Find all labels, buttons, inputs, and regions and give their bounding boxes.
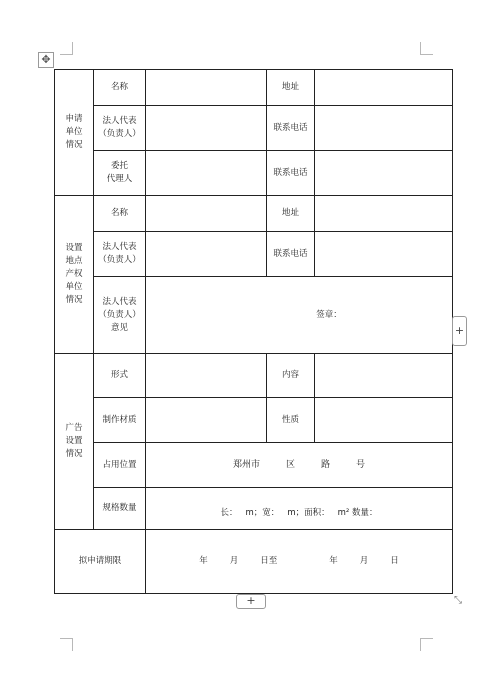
ad-nature-cell[interactable] [315, 398, 453, 443]
ad-form-cell[interactable] [146, 354, 267, 398]
spec-width-label: m；宽： [245, 508, 280, 518]
applicant-legal-rep-cell[interactable] [146, 106, 267, 151]
period-month-start: 月 [229, 556, 239, 566]
application-form-table [54, 69, 453, 594]
applicant-address-cell[interactable] [315, 70, 453, 106]
period-month-end: 月 [359, 556, 369, 566]
period-cell[interactable] [146, 530, 453, 594]
period-label: 拟申请期限 [55, 530, 146, 594]
add-row-button[interactable]: + [236, 594, 266, 609]
table-move-handle-icon[interactable]: ✥ [38, 52, 54, 68]
location-number: 号 [356, 459, 366, 470]
agent-phone-label: 联系电话 [267, 151, 315, 196]
applicant-legal-rep-label: 法人代表 （负责人） [94, 106, 146, 151]
ad-nature-label: 性质 [267, 398, 315, 443]
period-day-end: 日 [390, 556, 399, 566]
period-year-end: 年 [329, 556, 338, 566]
applicant-name-cell[interactable] [146, 70, 267, 106]
ad-material-label: 制作材质 [94, 398, 146, 443]
applicant-name-label: 名称 [94, 70, 146, 106]
applicant-phone-cell[interactable] [315, 106, 453, 151]
owner-phone-label: 联系电话 [267, 232, 315, 277]
ad-location-cell[interactable] [146, 443, 453, 488]
signature-label: 签章： [316, 309, 342, 320]
ad-content-cell[interactable] [315, 354, 453, 398]
agent-phone-cell[interactable] [315, 151, 453, 196]
applicant-agent-label: 委托 代理人 [94, 151, 146, 196]
ad-form-label: 形式 [94, 354, 146, 398]
owner-name-cell[interactable] [146, 196, 267, 232]
ad-location-label: 占用位置 [94, 443, 146, 488]
owner-legal-rep-label: 法人代表 （负责人） [94, 232, 146, 277]
owner-opinion-cell[interactable] [146, 277, 453, 354]
ad-material-cell[interactable] [146, 398, 267, 443]
page-corner-top-right [420, 42, 433, 55]
add-column-button[interactable]: + [452, 316, 467, 346]
owner-name-label: 名称 [94, 196, 146, 232]
section-property-owner-label: 设置 地点 产权 单位 情况 [55, 196, 94, 354]
table-resize-handle-icon[interactable]: ⤡ [454, 595, 462, 606]
ad-spec-cell[interactable] [146, 488, 453, 530]
page-corner-bottom-right [420, 638, 433, 651]
section-ad-setup-label: 广告 设置 情况 [55, 354, 94, 530]
spec-length-label: 长： [220, 508, 238, 518]
applicant-agent-cell[interactable] [146, 151, 267, 196]
ad-spec-label: 规格数量 [94, 488, 146, 530]
applicant-address-label: 地址 [267, 70, 315, 106]
ad-content-label: 内容 [267, 354, 315, 398]
page-corner-top-left [60, 42, 73, 55]
applicant-phone-label: 联系电话 [267, 106, 315, 151]
spec-quantity-label: m² 数量： [337, 508, 378, 518]
owner-address-cell[interactable] [315, 196, 453, 232]
period-year-start: 年 [199, 556, 208, 566]
section-applicant-label: 申请 单位 情况 [55, 70, 94, 196]
location-district: 区 [285, 459, 295, 470]
period-day-start: 日至 [260, 556, 278, 566]
owner-address-label: 地址 [267, 196, 315, 232]
owner-opinion-label: 法人代表 （负责人） 意见 [94, 277, 146, 354]
location-road: 路 [321, 459, 331, 470]
spec-area-label: m；面积： [287, 508, 330, 518]
owner-legal-rep-cell[interactable] [146, 232, 267, 277]
location-city: 郑州市 [232, 459, 260, 470]
page-corner-bottom-left [60, 638, 73, 651]
owner-phone-cell[interactable] [315, 232, 453, 277]
